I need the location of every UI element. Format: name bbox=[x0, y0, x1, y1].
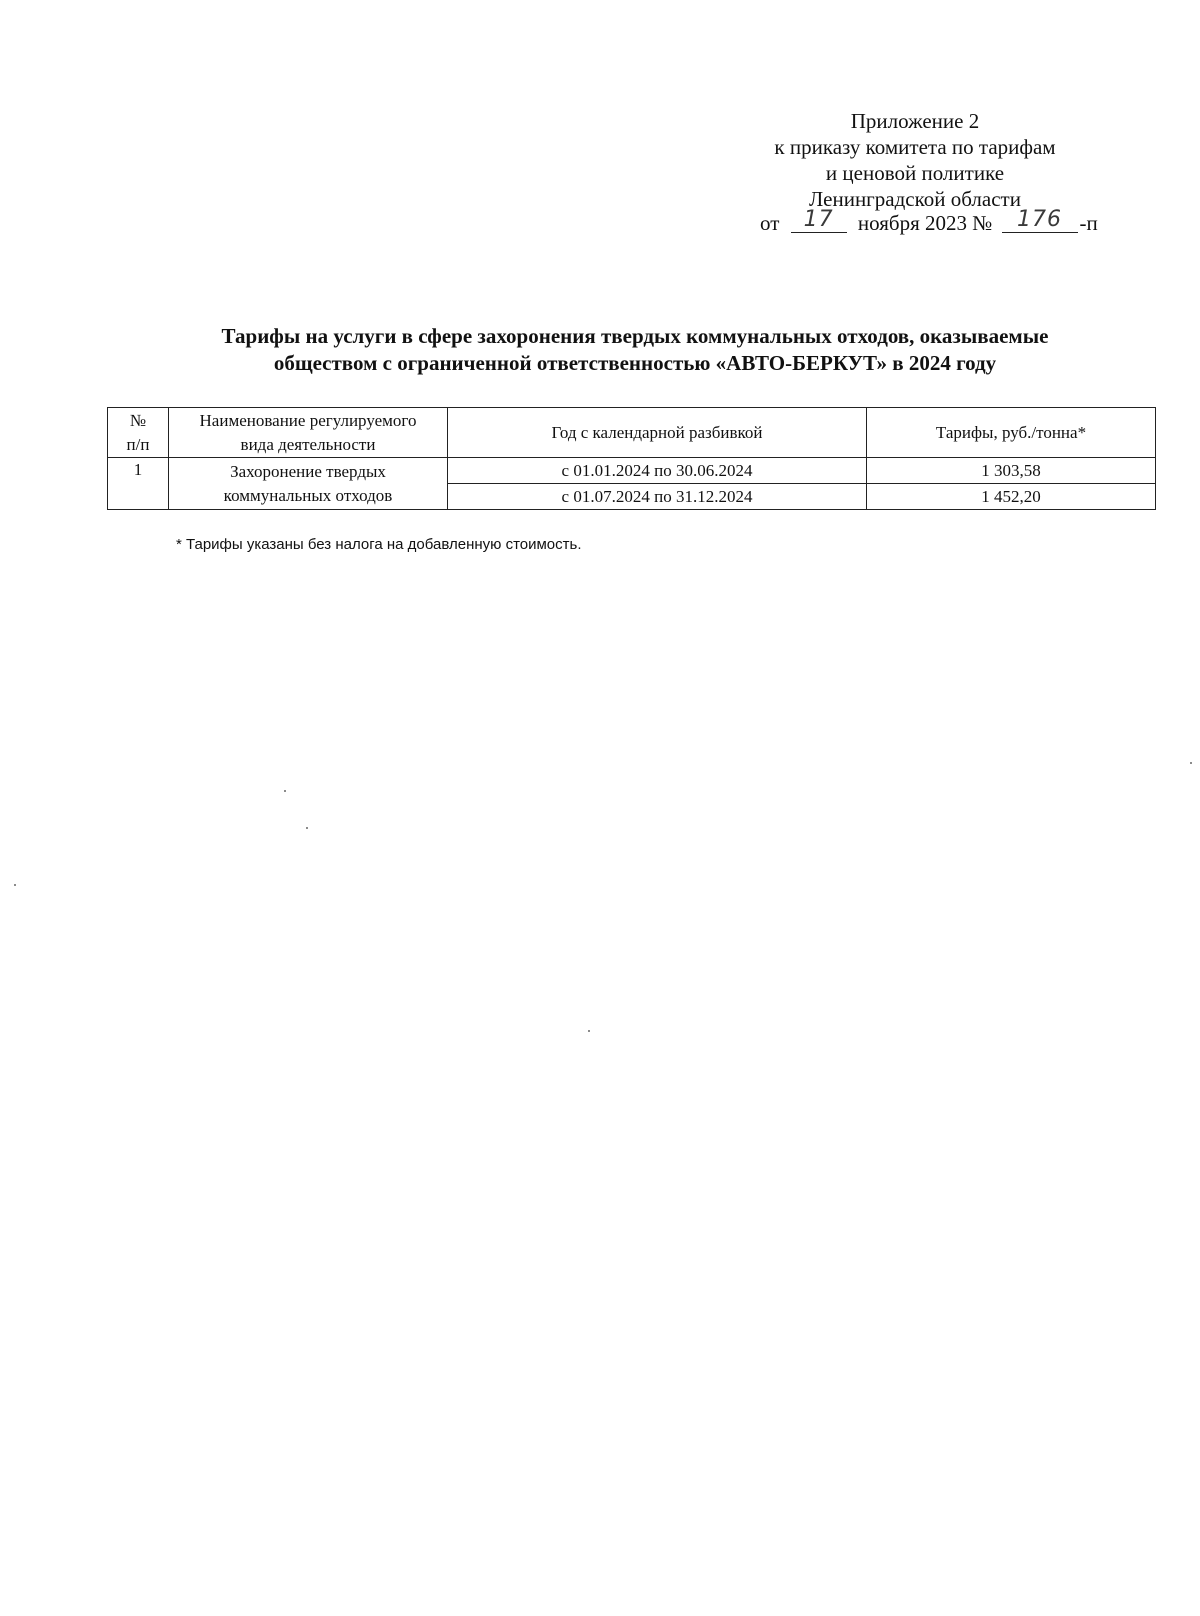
document-title bbox=[110, 323, 1160, 377]
appendix-title: Приложение 2 bbox=[850, 109, 980, 133]
header-name-line2: вида деятельности bbox=[240, 434, 376, 454]
header-activity-name bbox=[169, 408, 448, 458]
title-line-2: обществом с ограниченной ответственностью «АВТО-БЕРКУТ» в 2024 году bbox=[273, 351, 997, 375]
order-number-blank bbox=[1002, 207, 1078, 233]
header-name-line1: Наименование регулируемого bbox=[199, 410, 417, 430]
order-suffix: -п bbox=[1079, 211, 1098, 235]
header-num bbox=[108, 408, 169, 458]
row-period: с 01.01.2024 по 30.06.2024 bbox=[448, 458, 867, 484]
footnote: * Тарифы указаны без налога на добавленную стоимость. bbox=[176, 536, 582, 553]
header-period: Год с календарной разбивкой bbox=[448, 408, 867, 458]
tariff-table bbox=[107, 407, 1156, 510]
order-day-handwritten: 17 bbox=[803, 207, 834, 232]
appendix-committee: и ценовой политике bbox=[825, 161, 1005, 185]
appendix-region: Ленинградской области bbox=[809, 187, 1021, 211]
order-day-blank bbox=[791, 207, 847, 233]
table-header-row bbox=[108, 408, 1156, 458]
order-month-year: ноября 2023 № bbox=[857, 211, 993, 235]
row-activity-name bbox=[169, 458, 448, 510]
scan-speck bbox=[306, 827, 308, 829]
row-tariff: 1 452,20 bbox=[867, 484, 1156, 510]
scan-speck bbox=[284, 790, 286, 792]
title-line-1: Тарифы на услуги в сфере захоронения твердых коммунальных отходов, оказываемые bbox=[221, 324, 1049, 348]
row-name-line1: Захоронение твердых bbox=[230, 461, 386, 481]
appendix-order-ref: к приказу комитета по тарифам bbox=[774, 135, 1056, 159]
row-num: 1 bbox=[108, 458, 169, 510]
order-prefix: от bbox=[760, 211, 780, 235]
order-number-handwritten: 176 bbox=[1017, 207, 1063, 232]
row-tariff: 1 303,58 bbox=[867, 458, 1156, 484]
row-period: с 01.07.2024 по 31.12.2024 bbox=[448, 484, 867, 510]
header-num-line2: п/п bbox=[126, 434, 150, 454]
row-name-line2: коммунальных отходов bbox=[223, 485, 393, 505]
scan-speck bbox=[1190, 762, 1192, 764]
header-num-line1: № bbox=[129, 410, 147, 430]
table-row bbox=[108, 458, 1156, 484]
order-date-number bbox=[760, 207, 1098, 236]
appendix-header bbox=[745, 108, 1085, 212]
scan-speck bbox=[14, 884, 16, 886]
scan-speck bbox=[588, 1030, 590, 1032]
header-tariff: Тарифы, руб./тонна* bbox=[867, 408, 1156, 458]
